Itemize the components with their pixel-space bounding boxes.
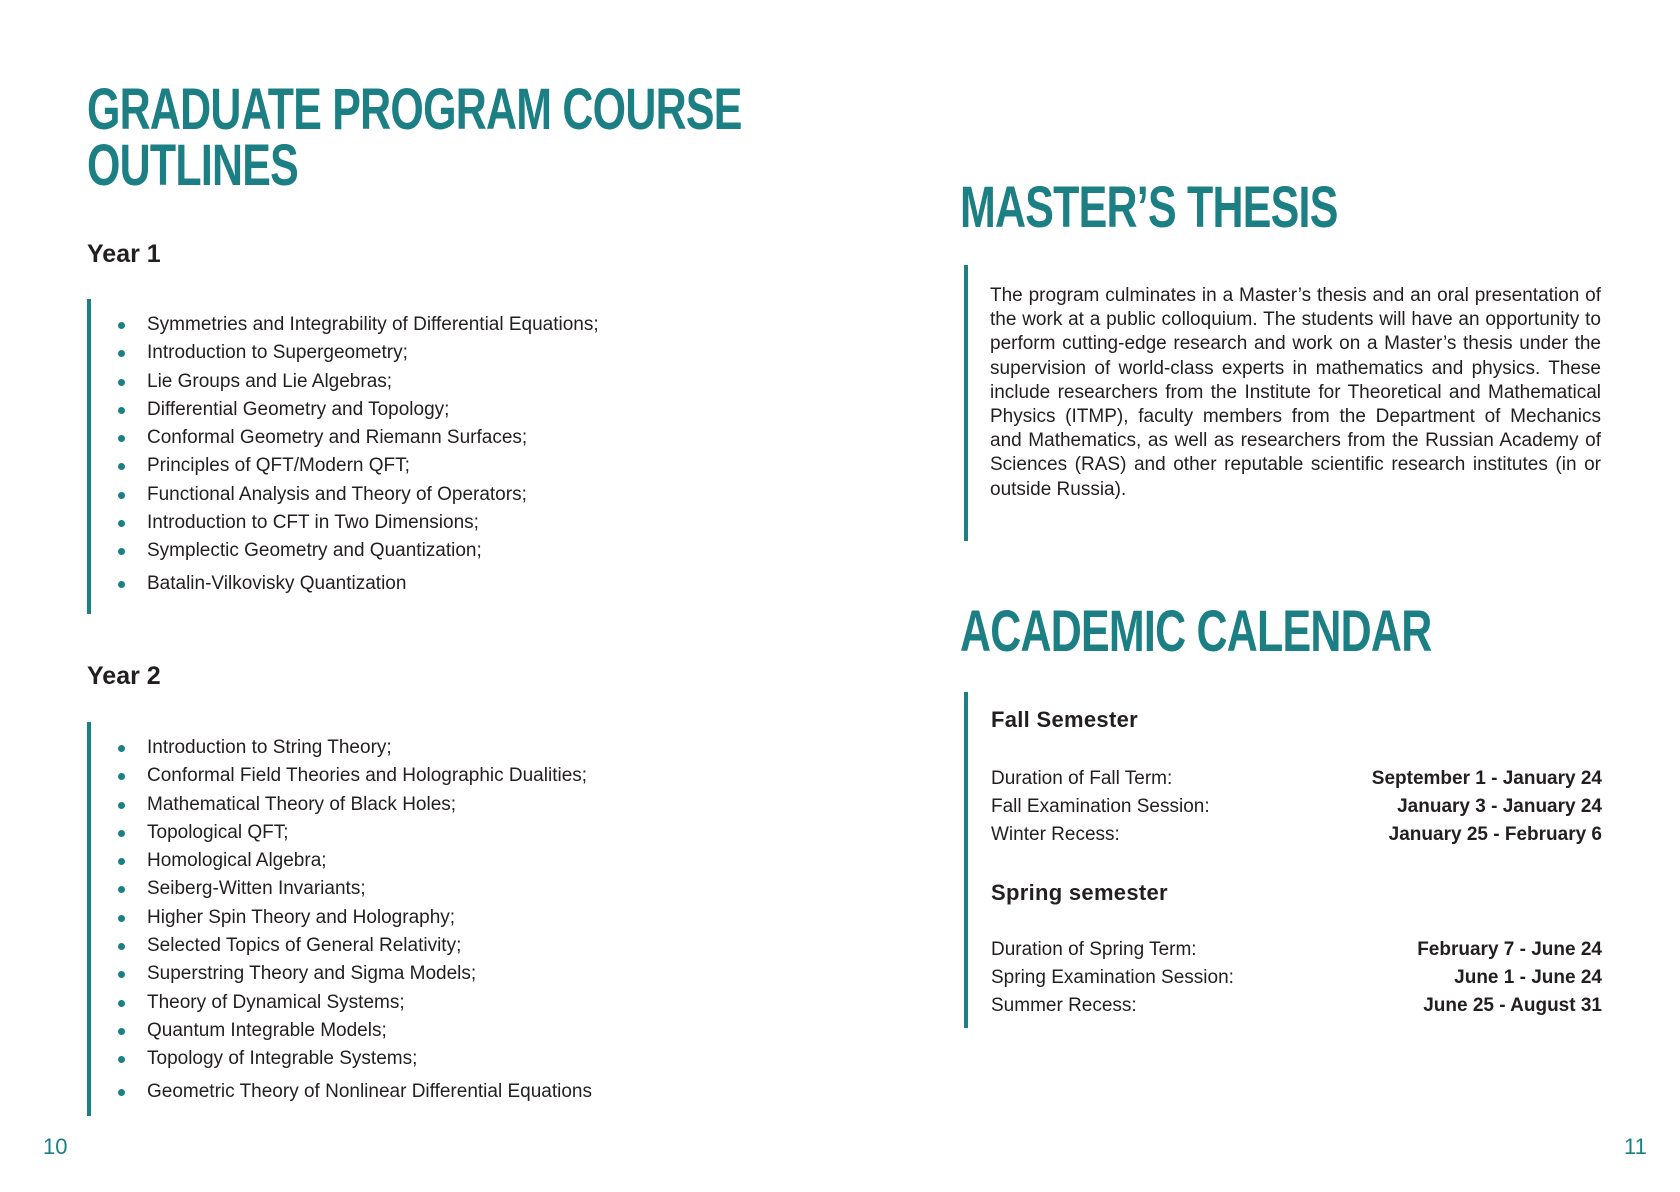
calendar-label: Duration of Spring Term:: [991, 939, 1197, 960]
course-item: Superstring Theory and Sigma Models;: [116, 960, 592, 988]
calendar-row-spring-exam: [991, 964, 1602, 992]
course-item: Geometric Theory of Nonlinear Differential Equations: [116, 1078, 592, 1106]
course-item: Differential Geometry and Topology;: [116, 396, 599, 424]
calendar-value: June 25 - August 31: [1423, 995, 1602, 1016]
course-item: Conformal Geometry and Riemann Surfaces;: [116, 424, 599, 452]
course-item: Principles of QFT/Modern QFT;: [116, 452, 599, 480]
course-item: Introduction to String Theory;: [116, 734, 592, 762]
course-item: Quantum Integrable Models;: [116, 1017, 592, 1045]
year-1-heading: Year 1: [87, 240, 161, 268]
calendar-value: January 25 - February 6: [1388, 824, 1602, 845]
course-item: Topological QFT;: [116, 819, 592, 847]
course-item: Symplectic Geometry and Quantization;: [116, 537, 599, 565]
section-title-masters-thesis: MASTER’S THESIS: [960, 175, 1338, 240]
title-line-1: GRADUATE PROGRAM COURSE: [87, 77, 742, 142]
course-item: Seiberg-Witten Invariants;: [116, 875, 592, 903]
calendar-row-spring-term: [991, 936, 1602, 964]
course-item: Functional Analysis and Theory of Operators;: [116, 481, 599, 509]
course-item: Batalin-Vilkovisky Quantization: [116, 570, 599, 598]
course-item: Symmetries and Integrability of Differential Equations;: [116, 311, 599, 339]
course-item: Higher Spin Theory and Holography;: [116, 904, 592, 932]
section-title-academic-calendar: ACADEMIC CALENDAR: [960, 599, 1432, 664]
course-item: Mathematical Theory of Black Holes;: [116, 791, 592, 819]
calendar-value: January 3 - January 24: [1397, 796, 1602, 817]
calendar-row-winter-recess: [991, 821, 1602, 849]
calendar-row-fall-term: [991, 765, 1602, 793]
thesis-accent-bar: [964, 265, 968, 541]
year-1-accent-bar: [87, 299, 91, 614]
course-item: Topology of Integrable Systems;: [116, 1045, 592, 1073]
course-item: Theory of Dynamical Systems;: [116, 989, 592, 1017]
spring-semester-heading: Spring semester: [991, 880, 1168, 905]
course-item: Selected Topics of General Relativity;: [116, 932, 592, 960]
course-item: Conformal Field Theories and Holographic Dualities;: [116, 762, 592, 790]
year-2-heading: Year 2: [87, 662, 161, 690]
title-line-2: OUTLINES: [87, 133, 299, 198]
page-number-right: 11: [1624, 1134, 1647, 1159]
calendar-label: Duration of Fall Term:: [991, 768, 1173, 789]
course-item: Lie Groups and Lie Algebras;: [116, 368, 599, 396]
course-item: Introduction to Supergeometry;: [116, 339, 599, 367]
fall-semester-heading: Fall Semester: [991, 707, 1138, 732]
page-number-left: 10: [43, 1134, 68, 1159]
calendar-label: Summer Recess:: [991, 995, 1137, 1016]
calendar-label: Winter Recess:: [991, 824, 1120, 845]
year-2-course-list: [116, 734, 592, 1106]
course-item: Homological Algebra;: [116, 847, 592, 875]
calendar-accent-bar: [964, 692, 968, 1028]
calendar-value: June 1 - June 24: [1454, 967, 1602, 988]
calendar-value: February 7 - June 24: [1417, 939, 1602, 960]
year-1-course-list: [116, 311, 599, 598]
thesis-description: The program culminates in a Master’s thesis and an oral presentation of the work at a public colloquium. The students will have an opportunity to perform cutting-edge research and work on a Master’s thesis under the supervision of world-class experts in mathematics and physics. These include researchers from the Institute for Theoretical and Mathematical Physics (ITMP), faculty members from the Department of Mechanics and Mathematics, as well as researchers from the Russian Academy of Sciences (RAS) and other reputable scientific research institutes (in or outside Russia).: [990, 285, 1601, 500]
course-item: Introduction to CFT in Two Dimensions;: [116, 509, 599, 537]
calendar-row-fall-exam: [991, 793, 1602, 821]
year-2-accent-bar: [87, 722, 91, 1116]
calendar-label: Fall Examination Session:: [991, 796, 1210, 817]
calendar-row-summer-recess: [991, 992, 1602, 1020]
page-title-course-outlines: [87, 77, 742, 198]
calendar-value: September 1 - January 24: [1371, 768, 1602, 789]
calendar-label: Spring Examination Session:: [991, 967, 1234, 988]
